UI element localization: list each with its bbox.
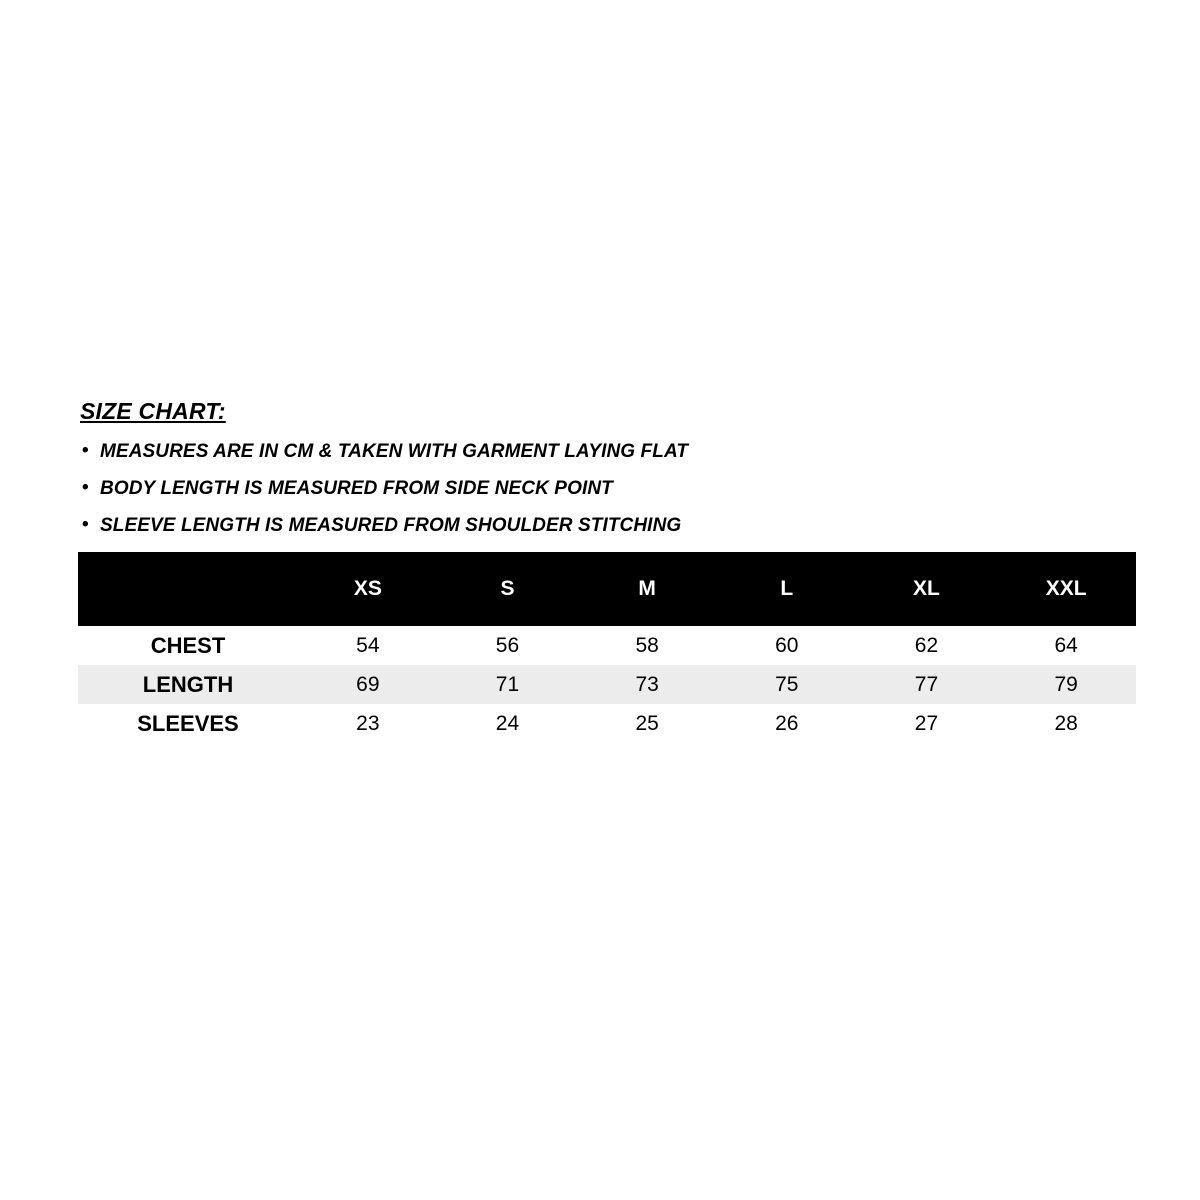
cell-length-l: 75 (775, 672, 799, 696)
cell-sleeves-m: 25 (635, 711, 659, 735)
cell-chest-xl: 62 (914, 633, 939, 657)
row-header-length: LENGTH (142, 671, 234, 697)
column-header-xxl: XXL (996, 552, 1136, 626)
table-header (78, 552, 1136, 626)
note-item: • BODY LENGTH IS MEASURED FROM SIDE NECK POINT (78, 478, 1136, 500)
note-item: • MEASURES ARE IN CM & TAKEN WITH GARMENT LAYING FLAT (78, 441, 1136, 463)
table-body (78, 626, 1136, 743)
cell-chest-s: 56 (495, 633, 520, 657)
cell-sleeves-xxl: 28 (1054, 711, 1078, 735)
cell-length-m: 73 (635, 672, 659, 696)
table-row (78, 665, 1136, 704)
cell-chest-xxl: 64 (1054, 633, 1078, 657)
notes-list (78, 441, 1136, 537)
table-row (78, 704, 1136, 743)
column-header-l: L (717, 552, 857, 626)
row-header-chest: CHEST (150, 632, 226, 658)
table-header-row (78, 552, 1136, 626)
size-chart-document (78, 398, 1136, 743)
size-chart-table (78, 552, 1136, 743)
column-header-xs: XS (298, 552, 438, 626)
page-title: SIZE CHART: (80, 398, 226, 424)
note-item: • SLEEVE LENGTH IS MEASURED FROM SHOULDER STITCHING (78, 515, 1136, 537)
cell-sleeves-l: 26 (775, 711, 799, 735)
column-header-m: M (577, 552, 717, 626)
column-header-s: S (438, 552, 578, 626)
cell-sleeves-s: 24 (495, 711, 520, 735)
cell-chest-l: 60 (775, 633, 799, 657)
row-header-sleeves: SLEEVES (137, 710, 239, 736)
cell-chest-m: 58 (635, 633, 659, 657)
cell-chest-xs: 54 (356, 633, 380, 657)
cell-sleeves-xl: 27 (914, 711, 939, 735)
cell-length-xxl: 79 (1054, 672, 1078, 696)
cell-length-s: 71 (495, 672, 520, 696)
cell-sleeves-xs: 23 (356, 711, 380, 735)
column-header-xl: XL (857, 552, 997, 626)
table-corner-cell (78, 552, 298, 626)
cell-length-xl: 77 (914, 672, 939, 696)
cell-length-xs: 69 (356, 672, 380, 696)
table-row (78, 626, 1136, 665)
